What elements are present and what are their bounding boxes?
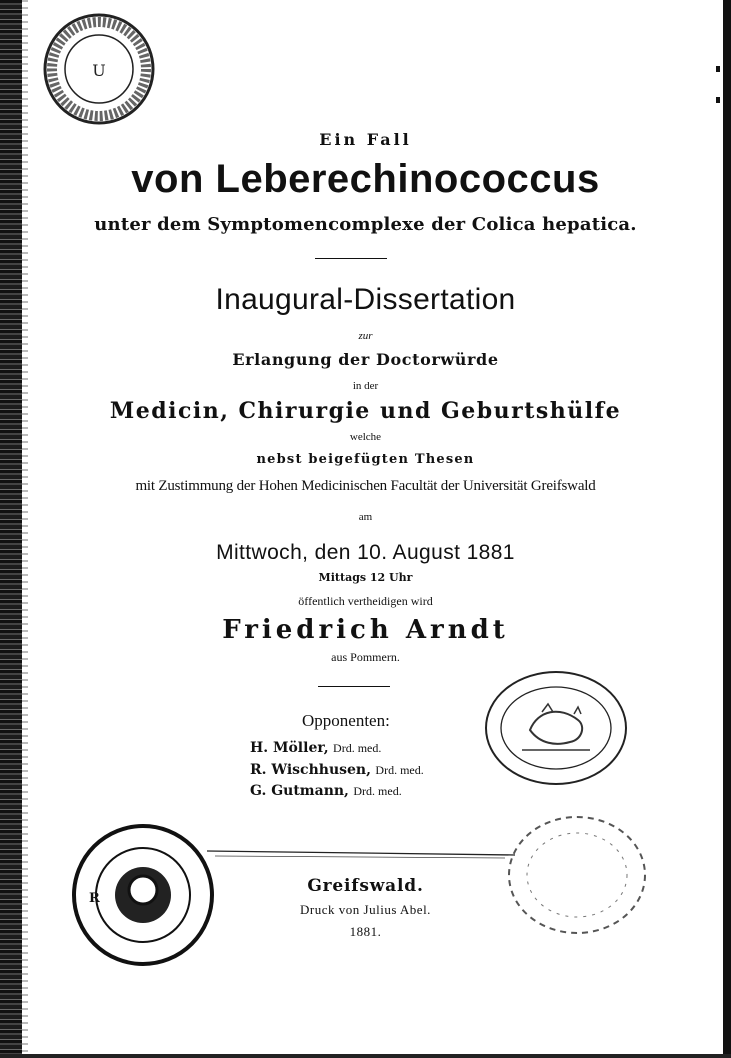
imprint-year: 1881. (349, 924, 382, 939)
defense-time: Mittags 12 Uhr (318, 571, 413, 584)
text-fields: Medicin, Chirurgie und Geburtshülfe (109, 398, 622, 424)
opponent-1: H. Möller, Drd. med. (250, 740, 382, 756)
text-verteidigen: öffentlich vertheidigen wird (298, 594, 433, 608)
text-in-der: in der (352, 380, 379, 392)
faint-library-stamp (502, 810, 652, 940)
title-subtitle: unter dem Symptomencomplexe der Colica hepatica. (94, 214, 637, 235)
text-zur: zur (358, 330, 373, 342)
library-stamp-top-left (40, 10, 158, 128)
title-main: von Leberechinococcus (131, 157, 600, 201)
title-small: Ein Fall (319, 130, 412, 149)
opponent-3: G. Gutmann, Drd. med. (250, 783, 402, 799)
text-erlangung: Erlangung der Doctorwürde (232, 350, 499, 369)
divider-rule (318, 686, 390, 687)
scan-speck (716, 66, 720, 72)
scan-edge-bottom (0, 1054, 731, 1058)
text-zustimmung: mit Zustimmung der Hohen Medicinischen Facultät der Universität Greifswald (135, 478, 596, 494)
opponent-2: R. Wischhusen, Drd. med. (250, 762, 424, 778)
svg-text:R: R (89, 891, 100, 906)
scan-speck (716, 97, 720, 103)
divider-rule (315, 258, 387, 259)
author-origin: aus Pommern. (331, 650, 400, 664)
dissertation-heading: Inaugural-Dissertation (215, 283, 516, 316)
text-welche: welche (349, 431, 382, 443)
opponents-title: Opponenten: (302, 711, 390, 730)
text-thesen: nebst beigefügten Thesen (256, 452, 475, 467)
text-am: am (358, 511, 373, 523)
svg-text:U: U (92, 61, 106, 80)
imprint-printer: Druck von Julius Abel. (300, 902, 431, 917)
author-name: Friedrich Arndt (222, 615, 509, 645)
library-stamp-lincei (482, 668, 630, 788)
defense-date: Mittwoch, den 10. August 1881 (216, 541, 515, 564)
ink-flourish (205, 843, 525, 863)
imprint-city: Greifswald. (307, 876, 424, 896)
